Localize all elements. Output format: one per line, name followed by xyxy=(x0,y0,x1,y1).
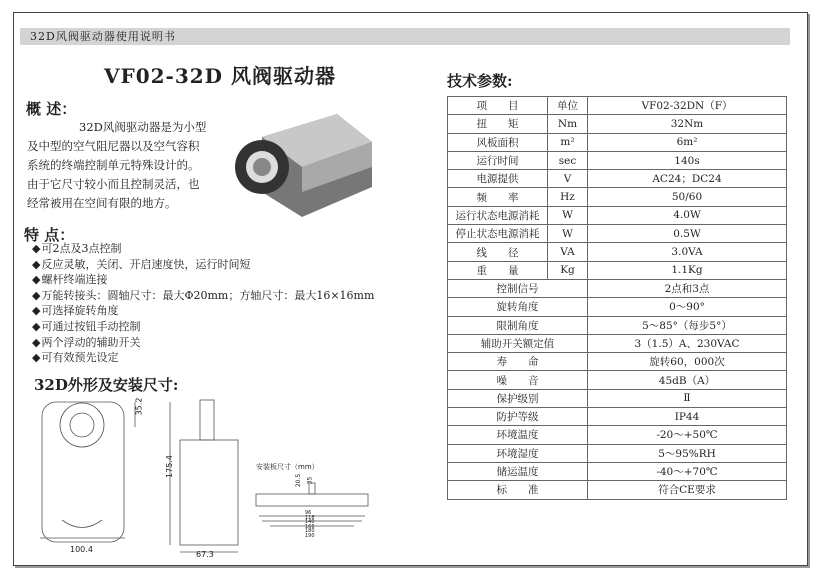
spec-value: 45dB（A） xyxy=(588,371,787,389)
spec-value: VF02-32DN（F） xyxy=(588,97,787,115)
spec-name: 线 径 xyxy=(448,243,548,261)
spec-row xyxy=(448,206,787,224)
spec-row xyxy=(448,371,787,389)
feature-item: ◆ 可2点及3点控制 xyxy=(32,241,374,257)
feature-item: ◆ 可选择旋转角度 xyxy=(32,303,374,319)
spec-row xyxy=(448,298,787,316)
spec-row xyxy=(448,133,787,151)
spec-row xyxy=(448,188,787,206)
spec-unit: 单位 xyxy=(548,97,588,115)
spec-value: 符合CE要求 xyxy=(588,481,787,499)
spec-value: 4.0W xyxy=(588,206,787,224)
spec-name: 保护级别 xyxy=(448,389,588,407)
spec-value: 0.5W xyxy=(588,225,787,243)
spec-unit: Hz xyxy=(548,188,588,206)
spec-name: 防护等级 xyxy=(448,408,588,426)
spec-value: 140s xyxy=(588,151,787,169)
spec-name: 标 准 xyxy=(448,481,588,499)
spec-value: 旋转60，000次 xyxy=(588,353,787,371)
spec-row xyxy=(448,462,787,480)
spec-value: -20～+50℃ xyxy=(588,426,787,444)
plate-label: 安装板尺寸（mm） xyxy=(256,463,319,471)
spec-row xyxy=(448,97,787,115)
spec-value: 32Nm xyxy=(588,115,787,133)
header-band: 32D风阀驱动器使用说明书 xyxy=(20,28,790,45)
dim-height: 175.4 xyxy=(164,455,174,478)
spec-unit: sec xyxy=(548,151,588,169)
feature-item: ◆ 可通过按钮手动控制 xyxy=(32,319,374,335)
spec-name: 频 率 xyxy=(448,188,548,206)
spec-name: 重 量 xyxy=(448,261,548,279)
spec-value: IP44 xyxy=(588,408,787,426)
dimension-drawings xyxy=(20,390,440,560)
feature-item: ◆ 反应灵敏，关闭、开启速度快，运行时间短 xyxy=(32,257,374,273)
overview-text: 32D风阀驱动器是为小型 及中型的空气阻尼器以及空气容积系统的终端控制单元特殊设计的。由于它尺寸较小而且控制灵活，也经常被用在空间有限的地方。 xyxy=(27,120,207,210)
dim-p2: 35 xyxy=(306,476,314,485)
spec-name: 噪 音 xyxy=(448,371,588,389)
spec-value: 5～85°（每步5°） xyxy=(588,316,787,334)
spec-row xyxy=(448,426,787,444)
spec-value: 0～90° xyxy=(588,298,787,316)
actuator-photo xyxy=(222,112,382,222)
spec-value: Ⅱ xyxy=(588,389,787,407)
spec-row xyxy=(448,316,787,334)
spec-row xyxy=(448,408,787,426)
spec-value: AC24；DC24 xyxy=(588,170,787,188)
spec-unit: VA xyxy=(548,243,588,261)
feature-item: ◆ 两个浮动的辅助开关 xyxy=(32,335,374,351)
doc-title: VF02-32D 风阀驱动器 xyxy=(104,64,336,88)
spec-row xyxy=(448,389,787,407)
specs-table xyxy=(447,96,787,500)
spec-unit: m² xyxy=(548,133,588,151)
feature-item: ◆ 可有效预先设定 xyxy=(32,350,374,366)
spec-row xyxy=(448,243,787,261)
feature-item: ◆ 万能转接头：圆轴尺寸：最大Φ20mm；方轴尺寸：最大16×16mm xyxy=(32,288,374,304)
spec-name: 控制信号 xyxy=(448,279,588,297)
feature-item: ◆ 螺杆终端连接 xyxy=(32,272,374,288)
spec-unit: Nm xyxy=(548,115,588,133)
spec-row xyxy=(448,334,787,352)
spec-unit: W xyxy=(548,206,588,224)
spec-name: 旋转角度 xyxy=(448,298,588,316)
spec-value: 2点和3点 xyxy=(588,279,787,297)
dim-depth: 67.3 xyxy=(196,550,214,559)
spec-name: 电源提供 xyxy=(448,170,548,188)
spec-value: 3.0VA xyxy=(588,243,787,261)
features-heading: 特 点： xyxy=(24,226,75,244)
spec-value: 50/60 xyxy=(588,188,787,206)
spec-name: 储运温度 xyxy=(448,462,588,480)
specs-heading: 技术参数: xyxy=(447,72,513,90)
spec-name: 运行时间 xyxy=(448,151,548,169)
spec-name: 项 目 xyxy=(448,97,548,115)
spec-name: 运行状态电源消耗 xyxy=(448,206,548,224)
spec-name: 停止状态电源消耗 xyxy=(448,225,548,243)
spec-name: 寿 命 xyxy=(448,353,588,371)
spec-value: 6m² xyxy=(588,133,787,151)
spec-unit: Kg xyxy=(548,261,588,279)
spec-name: 辅助开关额定值 xyxy=(448,334,588,352)
spec-name: 环境温度 xyxy=(448,426,588,444)
spec-row xyxy=(448,225,787,243)
spec-name: 环境湿度 xyxy=(448,444,588,462)
spec-row xyxy=(448,170,787,188)
spec-unit: W xyxy=(548,225,588,243)
spec-row xyxy=(448,151,787,169)
spec-name: 风板面积 xyxy=(448,133,548,151)
spec-row xyxy=(448,353,787,371)
spec-value: 1.1Kg xyxy=(588,261,787,279)
dim-width: 100.4 xyxy=(70,545,93,554)
dim-p1: 20.5 xyxy=(295,473,303,488)
spec-row xyxy=(448,279,787,297)
spec-row xyxy=(448,444,787,462)
dimensions-heading: 32D外形及安装尺寸: xyxy=(34,376,179,394)
spec-row xyxy=(448,481,787,499)
spec-unit: V xyxy=(548,170,588,188)
features-list xyxy=(32,241,374,366)
spec-name: 扭 矩 xyxy=(448,115,548,133)
spec-value: 3（1.5）A、230VAC xyxy=(588,334,787,352)
spec-row xyxy=(448,115,787,133)
spec-value: -40～+70℃ xyxy=(588,462,787,480)
plate-dims: 96 118 140 166 180 190 xyxy=(305,510,315,539)
dim-height-top: 35.2 xyxy=(134,397,144,416)
spec-name: 限制角度 xyxy=(448,316,588,334)
spec-value: 5～95%RH xyxy=(588,444,787,462)
overview-heading: 概 述： xyxy=(26,100,77,118)
spec-row xyxy=(448,261,787,279)
